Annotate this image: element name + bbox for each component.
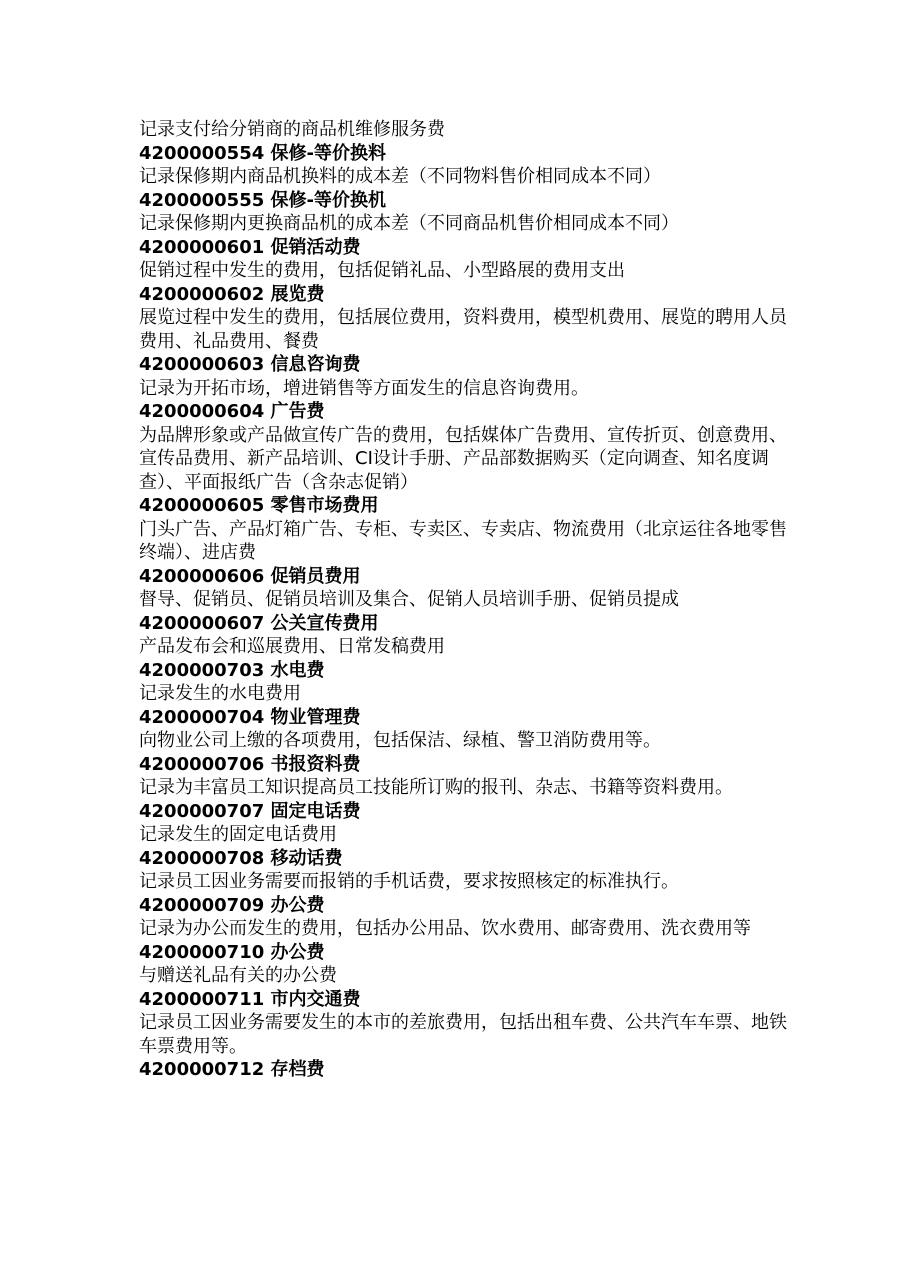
account-title: 促销活动费 [270,236,361,258]
account-title: 信息咨询费 [270,354,361,375]
account-heading [139,565,789,589]
lead-text: 记录支付给分销商的商品机维修服务费 [139,119,445,140]
account-heading [139,353,789,377]
account-entry [139,894,789,941]
account-entry [139,753,789,800]
account-title: 保修-等价换料 [270,142,387,164]
account-code: 4200000603 [139,354,265,375]
account-code: 4200000601 [139,236,265,258]
account-title: 展览费 [270,283,325,305]
account-heading [139,988,789,1012]
account-entry [139,142,789,189]
account-title: 书报资料费 [270,753,361,775]
account-code: 4200000554 [139,142,265,164]
account-heading [139,706,789,730]
account-heading [139,142,789,166]
account-description: 促销过程中发生的费用，包括促销礼品、小型路展的费用支出 [139,260,625,281]
account-entry [139,800,789,847]
account-description: 记录员工因业务需要发生的本市的差旅费用，包括出租车费、公共汽车车票、地铁车票费用等。 [139,1012,787,1057]
account-entry [139,988,789,1059]
account-code: 4200000703 [139,659,265,681]
account-description: 督导、促销员、促销员培训及集合、促销人员培训手册、促销员提成 [139,589,679,610]
account-heading [139,236,789,260]
account-code: 4200000602 [139,283,265,305]
account-description: 记录为办公而发生的费用，包括办公用品、饮水费用、邮寄费用、洗衣费用等 [139,918,751,939]
account-entry [139,494,789,565]
account-description: 记录为开拓市场，增进销售等方面发生的信息咨询费用。 [139,377,589,399]
account-code: 4200000604 [139,401,265,422]
account-entry [139,236,789,283]
account-code: 4200000709 [139,894,265,916]
account-description: 展览过程中发生的费用，包括展位费用，资料费用，模型机费用、展览的聘用人员费用、礼品费用、餐费 [139,307,787,352]
account-heading [139,941,789,965]
account-entry [139,400,789,494]
account-title: 固定电话费 [270,800,361,822]
account-code: 4200000710 [139,941,265,963]
account-title: 保修-等价换机 [270,189,387,211]
account-entry [139,659,789,706]
account-description: 记录发生的固定电话费用 [139,824,337,845]
account-description: 产品发布会和巡展费用、日常发稿费用 [139,636,445,657]
account-description: 记录发生的水电费用 [139,683,301,704]
account-title: 零售市场费用 [270,495,379,516]
account-title: 促销员费用 [270,565,361,587]
account-title: 市内交通费 [270,988,361,1010]
account-heading [139,753,789,777]
account-code: 4200000605 [139,495,265,516]
account-code: 4200000606 [139,565,265,587]
account-entry-list [139,142,789,1082]
account-code: 4200000711 [139,988,265,1010]
account-description: 记录员工因业务需要而报销的手机话费，要求按照核定的标准执行。 [139,871,679,892]
account-code: 4200000607 [139,612,265,634]
document-body [139,118,789,1082]
account-code: 4200000712 [139,1059,265,1080]
account-title: 物业管理费 [270,706,361,728]
account-code: 4200000708 [139,847,265,869]
account-code: 4200000555 [139,189,265,211]
account-heading [139,847,789,871]
account-heading [139,894,789,918]
account-entry [139,941,789,988]
account-entry [139,847,789,894]
account-code: 4200000706 [139,753,265,775]
account-description: 记录保修期内更换商品机的成本差（不同商品机售价相同成本不同） [139,213,679,234]
account-description: 记录保修期内商品机换料的成本差（不同物料售价相同成本不同） [139,166,661,187]
account-title: 存档费 [270,1059,325,1080]
account-description: 与赠送礼品有关的办公费 [139,965,337,986]
account-heading [139,800,789,824]
account-code: 4200000704 [139,706,265,728]
account-code: 4200000707 [139,800,265,822]
account-heading [139,189,789,213]
account-entry [139,283,789,354]
account-title: 水电费 [270,659,325,681]
account-entry [139,189,789,236]
account-heading [139,1058,789,1082]
account-entry [139,612,789,659]
account-entry [139,706,789,753]
account-title: 移动话费 [270,847,343,869]
account-heading [139,400,789,424]
account-description: 为品牌形象或产品做宣传广告的费用，包括媒体广告费用、宣传折页、创意费用、宣传品费用、新产品培训、CI设计手册、产品部数据购买（定向调查、知名度调查）、平面报纸广告（含杂志促销） [139,424,787,493]
account-description: 记录为丰富员工知识提高员工技能所订购的报刊、杂志、书籍等资料费用。 [139,777,733,798]
account-entry [139,353,789,400]
account-heading [139,612,789,636]
account-title: 办公费 [270,941,325,963]
account-heading [139,494,789,518]
account-entry [139,565,789,612]
account-heading [139,283,789,307]
account-entry [139,1058,789,1082]
account-description: 门头广告、产品灯箱广告、专柜、专卖区、专卖店、物流费用（北京运往各地零售终端）、进店费 [139,518,787,563]
account-title: 广告费 [270,401,325,422]
account-description: 向物业公司上缴的各项费用，包括保洁、绿植、警卫消防费用等。 [139,730,661,751]
account-title: 办公费 [270,894,325,916]
account-heading [139,659,789,683]
account-title: 公关宣传费用 [270,612,379,634]
